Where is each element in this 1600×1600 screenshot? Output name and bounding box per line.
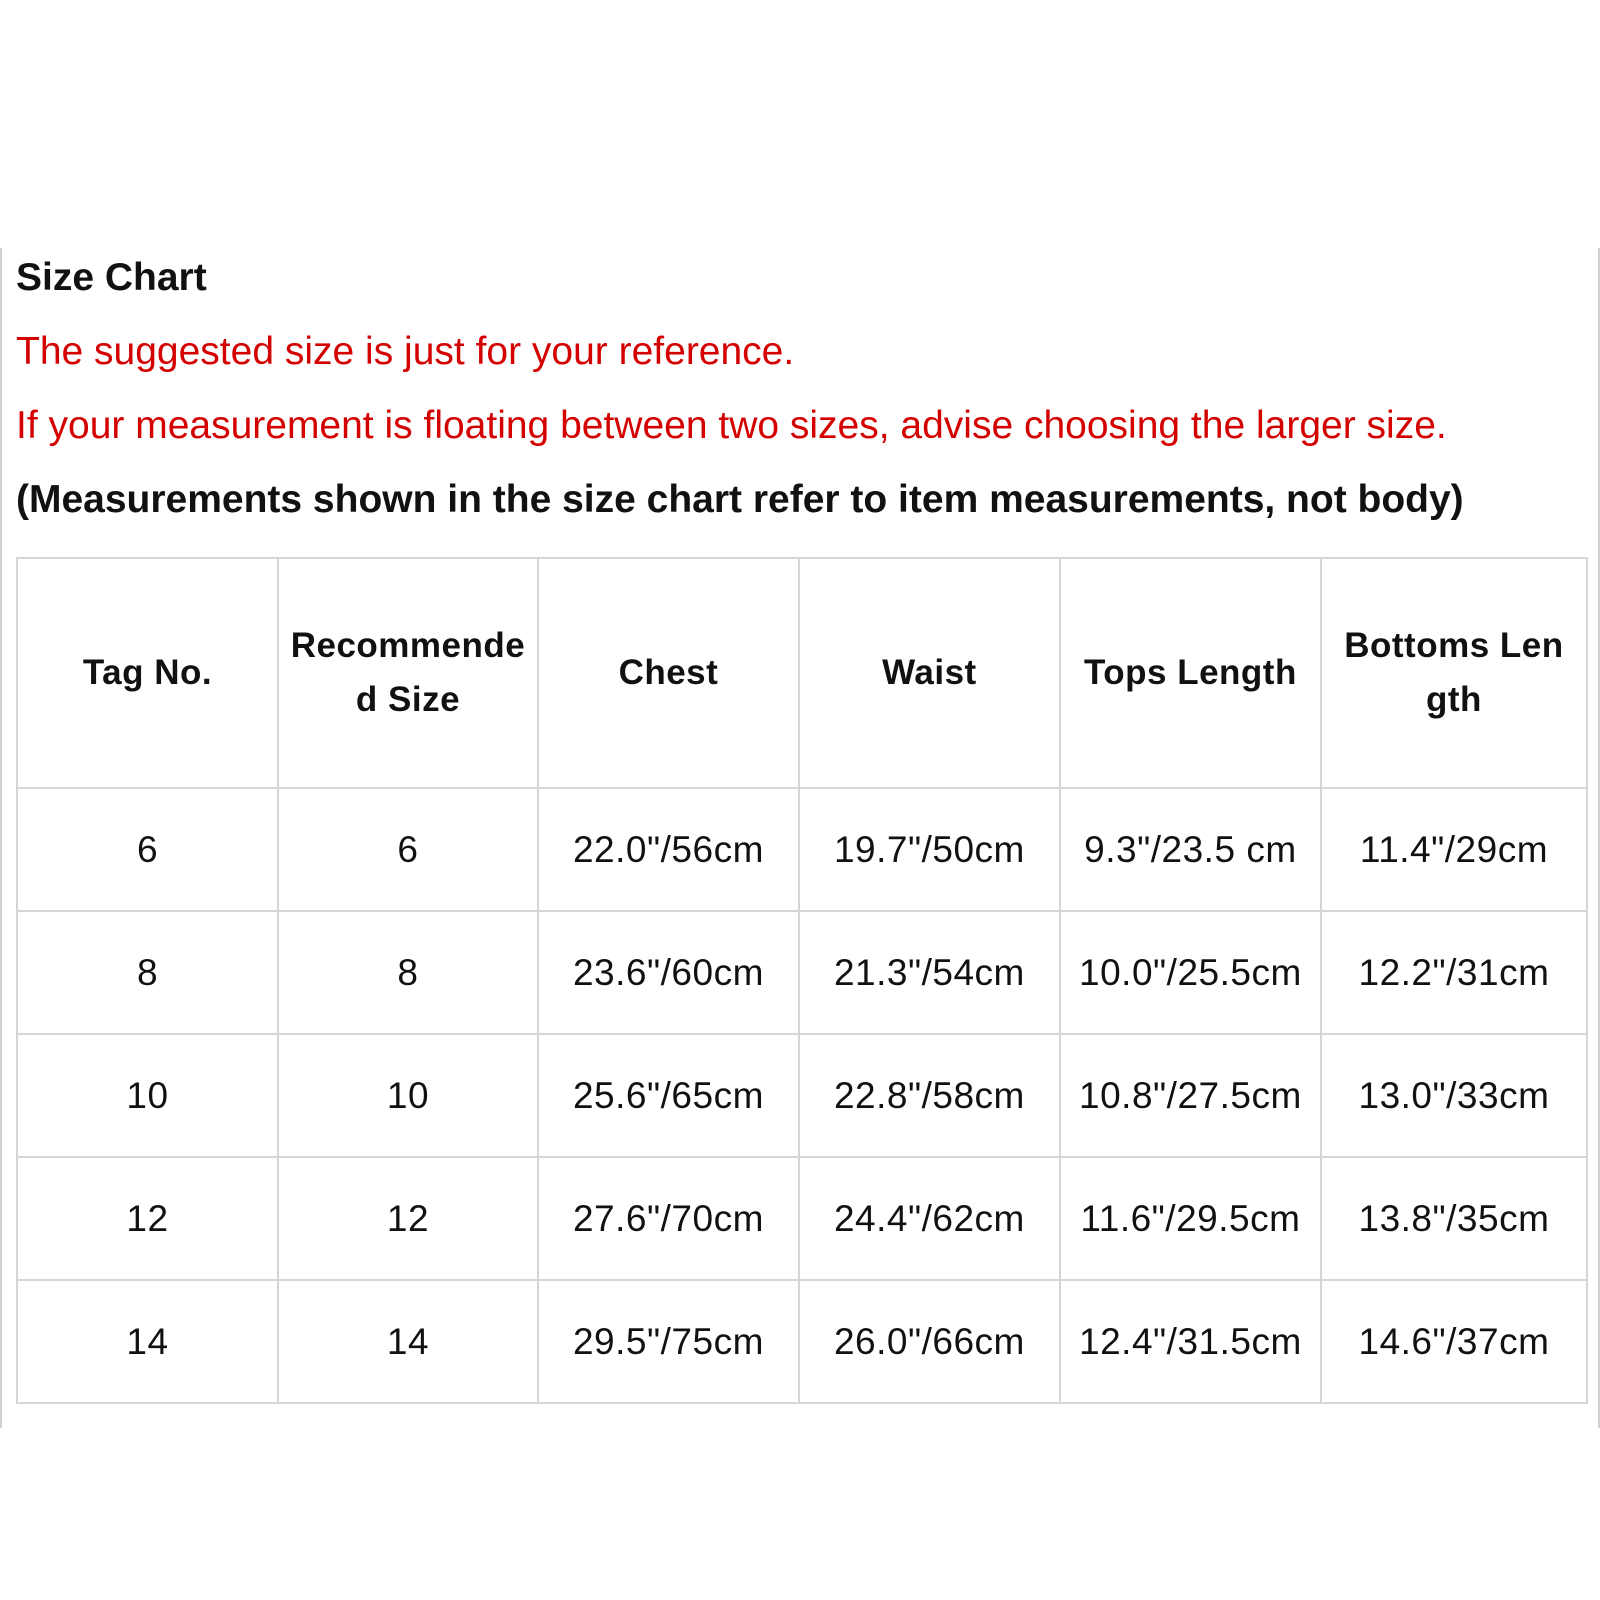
cell-tag-no: 8 [17, 911, 278, 1034]
header-label: Recommende [290, 626, 526, 665]
header-row [17, 558, 1587, 788]
cell-recommended-size: 8 [278, 911, 538, 1034]
table-row [17, 1034, 1587, 1157]
cell-tag-no: 10 [17, 1034, 278, 1157]
cell-recommended-size: 6 [278, 788, 538, 911]
size-chart-panel [0, 248, 1600, 1428]
cell-tops-length: 9.3"/23.5 cm [1060, 788, 1321, 911]
header-tops-length [1060, 558, 1321, 788]
reference-note: The suggested size is just for your reference. [16, 330, 795, 373]
cell-chest: 27.6"/70cm [538, 1157, 799, 1280]
header-chest [538, 558, 799, 788]
cell-recommended-size: 14 [278, 1280, 538, 1403]
between-sizes-note: If your measurement is floating between two sizes, advise choosing the larger size. [16, 404, 1447, 447]
cell-tag-no: 12 [17, 1157, 278, 1280]
cell-waist: 22.8"/58cm [799, 1034, 1060, 1157]
header-label: Chest [618, 653, 719, 692]
table-row [17, 911, 1587, 1034]
header-label: Waist [882, 653, 977, 692]
cell-bottoms-length: 12.2"/31cm [1321, 911, 1587, 1034]
header-label: Tag No. [82, 653, 213, 692]
cell-chest: 25.6"/65cm [538, 1034, 799, 1157]
cell-waist: 24.4"/62cm [799, 1157, 1060, 1280]
header-tag-no [17, 558, 278, 788]
cell-chest: 29.5"/75cm [538, 1280, 799, 1403]
cell-tops-length: 10.0"/25.5cm [1060, 911, 1321, 1034]
cell-recommended-size: 12 [278, 1157, 538, 1280]
header-waist [799, 558, 1060, 788]
table-row [17, 788, 1587, 911]
cell-tops-length: 10.8"/27.5cm [1060, 1034, 1321, 1157]
cell-tops-length: 11.6"/29.5cm [1060, 1157, 1321, 1280]
cell-waist: 26.0"/66cm [799, 1280, 1060, 1403]
header-label: d Size [355, 680, 461, 719]
cell-tag-no: 14 [17, 1280, 278, 1403]
cell-bottoms-length: 11.4"/29cm [1321, 788, 1587, 911]
header-label: Tops Length [1083, 653, 1297, 692]
size-chart-title: Size Chart [16, 256, 207, 299]
measurement-disclaimer: (Measurements shown in the size chart refer to item measurements, not body) [16, 478, 1464, 521]
header-label: gth [1425, 680, 1482, 719]
cell-waist: 19.7"/50cm [799, 788, 1060, 911]
cell-tops-length: 12.4"/31.5cm [1060, 1280, 1321, 1403]
header-bottoms-length [1321, 558, 1587, 788]
cell-chest: 23.6"/60cm [538, 911, 799, 1034]
table-row [17, 1157, 1587, 1280]
cell-recommended-size: 10 [278, 1034, 538, 1157]
cell-tag-no: 6 [17, 788, 278, 911]
header-label: Bottoms Len [1344, 626, 1564, 665]
cell-bottoms-length: 13.0"/33cm [1321, 1034, 1587, 1157]
cell-bottoms-length: 13.8"/35cm [1321, 1157, 1587, 1280]
header-recommended-size [278, 558, 538, 788]
cell-bottoms-length: 14.6"/37cm [1321, 1280, 1587, 1403]
size-table [16, 557, 1588, 1404]
table-row [17, 1280, 1587, 1403]
cell-waist: 21.3"/54cm [799, 911, 1060, 1034]
cell-chest: 22.0"/56cm [538, 788, 799, 911]
